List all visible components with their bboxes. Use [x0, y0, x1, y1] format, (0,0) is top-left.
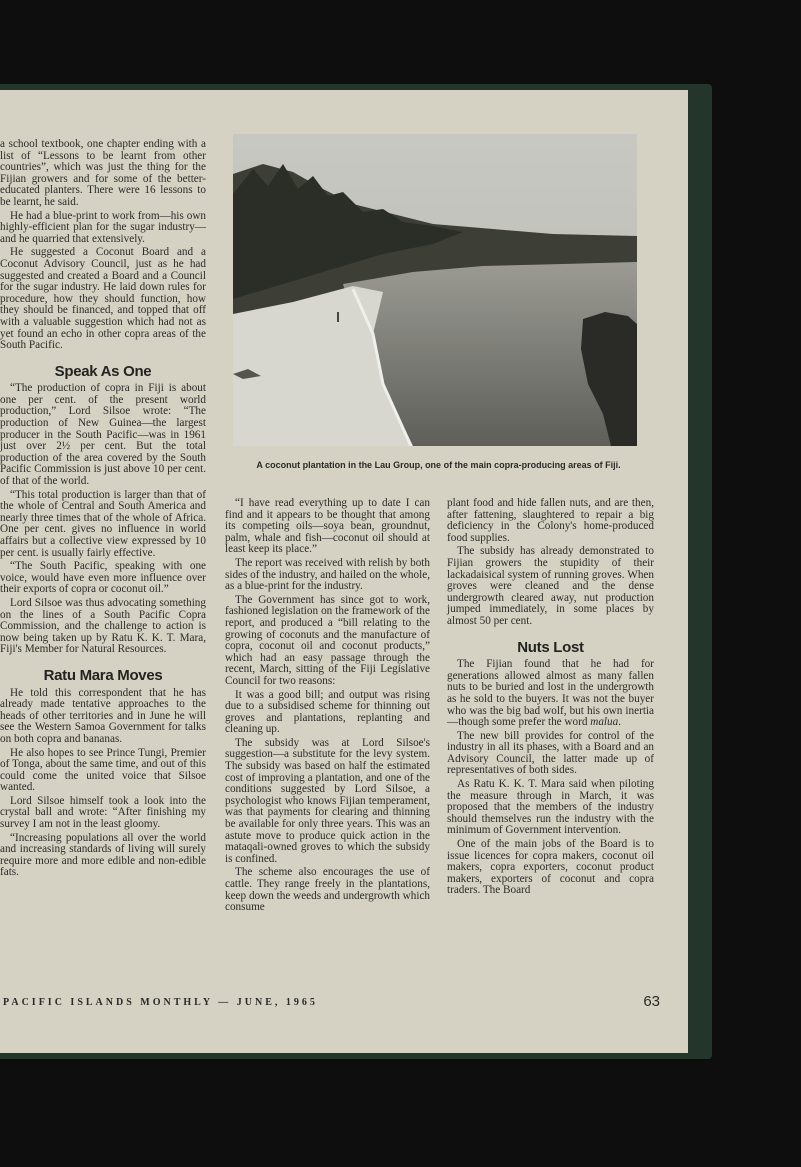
paragraph: Lord Silsoe was thus advocating something on the lines of a South Pacific Copra Commission, and the challenge to action is now being taken up by Ratu K. K. T. Mara, Fiji's Member for Natural Resources. — [0, 596, 206, 656]
magazine-page — [0, 90, 688, 1053]
paragraph: As Ratu K. K. T. Mara said when piloting the measure through in March, it was proposed that the members of the industry should themselves run the industry with the minimum of Government intervention. — [447, 778, 654, 837]
text-column-3 — [447, 498, 654, 899]
paragraph: One of the main jobs of the Board is to issue licences for copra makers, coconut oil makers, copra exporters, coconut product makers, exporters of coconut and copra traders. The Board — [447, 838, 654, 897]
paragraph: He also hopes to see Prince Tungi, Premier of Tonga, about the same time, and out of this could come the united voice that Silsoe wanted. — [0, 746, 206, 794]
text-column-1 — [0, 139, 206, 881]
subheading-speak-as-one: Speak As One — [54, 362, 152, 380]
paragraph: He told this correspondent that he has already made tentative approaches to the heads of other territories and in June he will see the Western Samoa Government for talks on both copra and bananas. — [0, 686, 206, 745]
paragraph: The Government has since got to work, fashioned legislation on the framework of the report, and produced a “bill relating to the growing of coconuts and the manufacture of copra, coconut oil and coconut products,” which had an easy passage through the recent, March, sitting of the Fiji Legislative Council for two reasons: — [225, 593, 430, 687]
subheading-nuts-lost: Nuts Lost — [517, 638, 584, 656]
paragraph: “Increasing populations all over the world and increasing standards of living will surely require more and more edible and non-edible fats. — [0, 831, 206, 879]
paragraph: He had a blue-print to work from—his own highly-efficient plan for the sugar industry—and he quarried that extensively. — [0, 209, 206, 245]
beach-photo-illustration — [233, 134, 637, 446]
italic-word: malua — [590, 716, 619, 729]
publication-line: PACIFIC ISLANDS MONTHLY — JUNE, 1965 — [3, 997, 318, 1008]
paragraph: “This total production is larger than that of the whole of Central and South America and nearly three times that of the whole of Africa. One per cent. gives no influence in world affairs but a collective view expressed by 10 per cent. is usually fairly effective. — [0, 488, 206, 559]
subheading-ratu-mara-moves: Ratu Mara Moves — [43, 666, 163, 684]
paragraph: The scheme also encourages the use of cattle. They range freely in the plantations, keep down the weeds and undergrowth which consume — [225, 866, 430, 914]
page-number: 63 — [643, 993, 660, 1010]
paragraph: The report was received with relish by both sides of the industry, and hailed on the whole, as a blue-print for the industry. — [225, 556, 430, 593]
paragraph: It was a good bill; and output was rising due to a subsidised scheme for thinning out groves and plantations, replanting and cleaning up. — [225, 688, 430, 736]
text-column-2 — [225, 498, 430, 916]
paragraph: He suggested a Coconut Board and a Coconut Advisory Council, just as he had suggested and created a Board and a Council for the sugar industry. He laid down rules for procedure, how they should function, how they should be financed, and topped that off with a valuable suggestion which had not as yet found an echo in other copra areas of the South Pacific. — [0, 246, 206, 352]
paragraph: The subsidy was at Lord Silsoe's suggestion—a substitute for the levy system. The subsidy was based on half the estimated cost of improving a plantation, and one of the conditions suggested by Lord Silsoe, a psychologist who knows Fijian temperament, was that payments for clearing and thinning be available for only three years. This was an astute move to produce quick action in the mataqali-owned groves to which the subsidy is confined. — [225, 736, 430, 865]
paragraph-text: The Fijian found that he had for generations allowed almost as many fallen nuts to be buried and lost in the undergrowth as he sold to the buyers. It was not the buyer who was the big bad wolf, but his own inertia—though some prefer the word — [447, 658, 654, 729]
coconut-plantation-photo — [233, 134, 637, 446]
paragraph: Lord Silsoe himself took a look into the crystal ball and wrote: “After finishing my survey I am not in the least gloomy. — [0, 794, 206, 831]
paragraph: The new bill provides for control of the industry in all its phases, with a Board and an Advisory Council, the latter made up of representatives of both sides. — [447, 729, 654, 777]
paragraph: plant food and hide fallen nuts, and are then, after fattening, slaughtered to repair a big deficiency in the Colony's home-produced food supplies. — [447, 497, 654, 544]
paragraph-end: . — [618, 716, 621, 729]
photo-caption: A coconut plantation in the Lau Group, one of the main copra-producing areas of Fiji. — [256, 460, 621, 470]
paragraph: “The South Pacific, speaking with one voice, would have even more influence over their exports of copra or coconut oil.” — [0, 560, 206, 596]
paragraph — [447, 659, 654, 729]
paragraph: a school textbook, one chapter ending with a list of “Lessons to be learnt from other countries”, which was just the thing for the Fijian growers and for some of the better-educated planters. There were 16 lessons to be learnt, he said. — [0, 138, 206, 208]
paragraph: “The production of copra in Fiji is about one per cent. of the present world production,” Lord Silsoe wrote: “The production of New Guinea—the largest producer in the South Pacific—was in 1961 just over 2½ per cent. But the total production of the area covered by the South Pacific Commission is just above 10 per cent. of that of the world. — [0, 382, 206, 488]
paragraph: “I have read everything up to date I can find and it appears to be thought that among its competing oils—soya bean, groundnut, palm, whale and fish—coconut oil should at least keep its place.” — [225, 497, 430, 556]
paragraph: The subsidy has already demonstrated to Fijian growers the stupidity of their lackadaisical system of running groves. When groves were cleaned and the dense undergrowth cleared away, nut production jumped immediately, in some places by almost 50 per cent. — [447, 545, 654, 627]
